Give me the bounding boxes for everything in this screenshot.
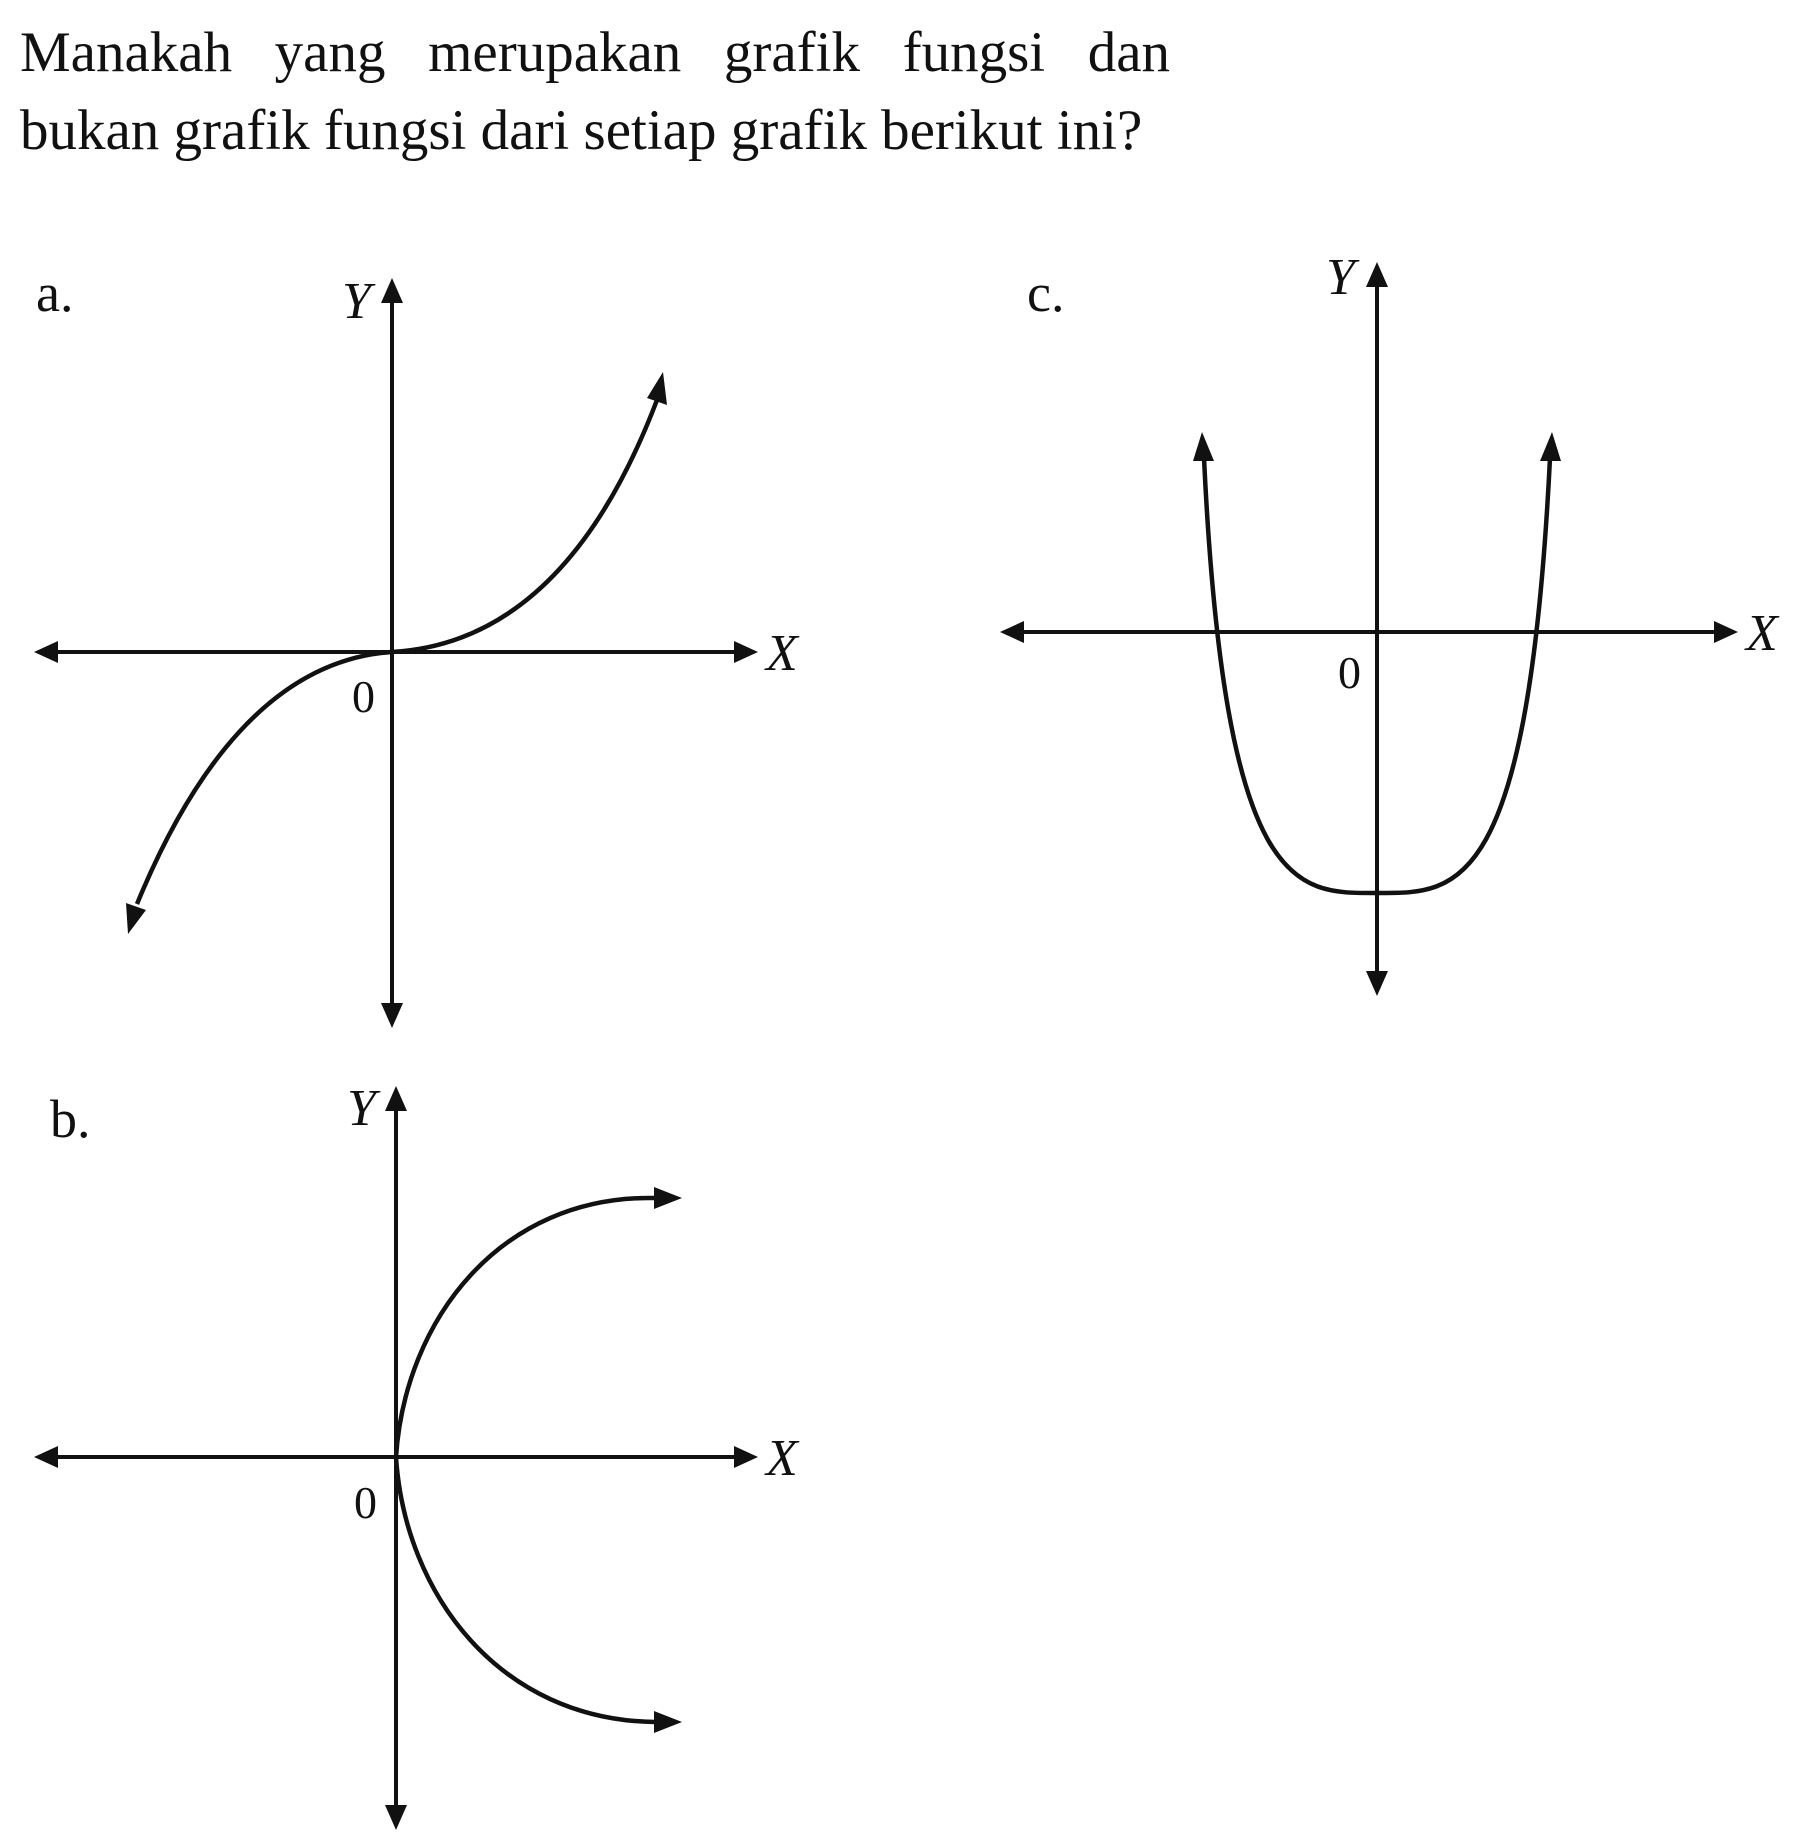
graph-c-curve-left-arrow xyxy=(1193,432,1214,461)
graph-b-x-axis-left-arrow xyxy=(34,1446,58,1468)
graph-b-origin-label: 0 xyxy=(354,1477,377,1528)
graph-b-y-axis-up-arrow xyxy=(385,1086,407,1111)
graph-a-label: a. xyxy=(36,263,74,323)
graph-a-x-axis-left-arrow xyxy=(34,641,58,663)
graph-c-x-axis-right-arrow xyxy=(1714,621,1738,643)
graph-b-y-label: Y xyxy=(347,1080,376,1137)
graph-b-label: b. xyxy=(50,1089,91,1149)
graph-c-curve-right-arrow xyxy=(1540,432,1561,461)
graph-a-x-label: X xyxy=(766,625,798,682)
graph-a-origin-label: 0 xyxy=(352,671,375,722)
graph-a-y-axis-down-arrow xyxy=(381,1003,403,1028)
question-text: Manakah yang merupakan grafik fungsi dan bukan grafik fungsi dari setiap grafik berikut ini? xyxy=(20,21,1170,162)
graph-b-y-axis-down-arrow xyxy=(385,1805,407,1830)
graph-b-curve-upper-arrow xyxy=(654,1187,682,1209)
graph-a-curve-down-arrow xyxy=(126,903,146,934)
graph-a-curve-up-arrow xyxy=(647,372,667,405)
graph-b-curve-lower-arrow xyxy=(654,1711,682,1733)
graph-a-x-axis-right-arrow xyxy=(734,641,758,663)
graph-c xyxy=(1000,249,1780,996)
graph-c-y-axis-up-arrow xyxy=(1366,262,1388,287)
graph-c-y-label: Y xyxy=(1326,249,1355,306)
graph-b-x-label: X xyxy=(766,1430,798,1487)
graph-c-x-label: X xyxy=(1746,605,1778,662)
graph-a-y-label: Y xyxy=(342,273,371,330)
graph-c-origin-label: 0 xyxy=(1338,647,1361,698)
graph-c-y-axis-down-arrow xyxy=(1366,971,1388,996)
graph-b-x-axis-right-arrow xyxy=(734,1446,758,1468)
graph-c-x-axis-left-arrow xyxy=(1000,621,1024,643)
graph-b xyxy=(34,1080,800,1830)
graph-a xyxy=(34,273,800,1028)
graph-c-label: c. xyxy=(1027,263,1065,323)
graph-b-curve xyxy=(396,1198,655,1722)
graph-a-y-axis-up-arrow xyxy=(381,278,403,303)
